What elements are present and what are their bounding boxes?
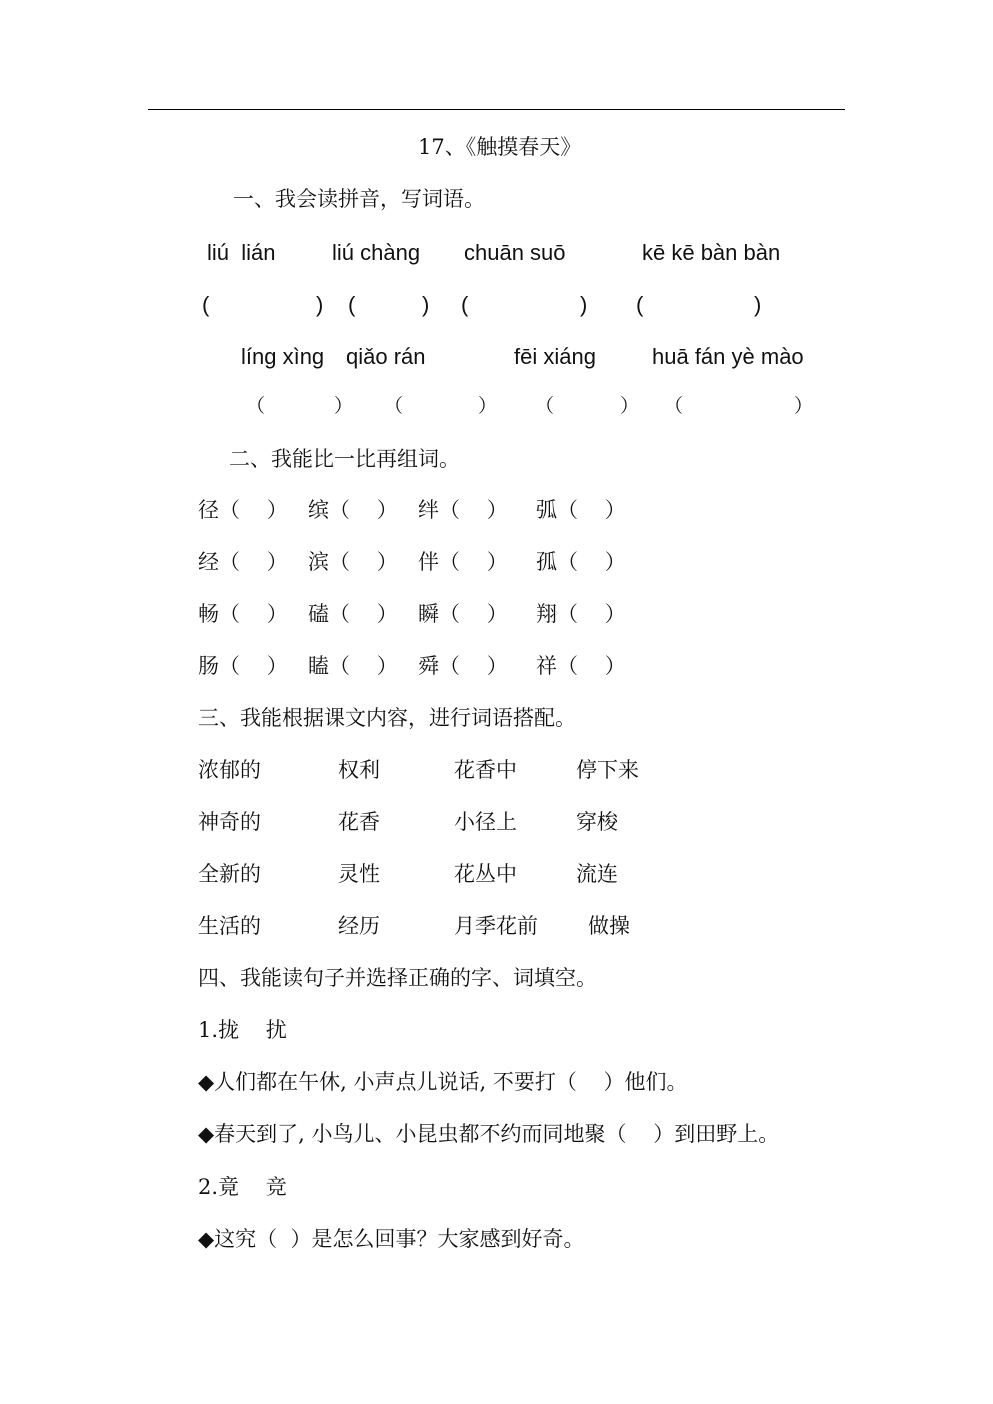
pinyin-feixiang: fēi xiáng [514,344,596,369]
match-word[interactable]: 月季花前 [454,914,538,938]
compare-word-item[interactable]: 缤（ ） [308,498,398,522]
char-group-2: 2.竟 竞 [198,1175,287,1199]
compare-word-item[interactable]: 翔（ ） [536,602,626,626]
match-word[interactable]: 经历 [338,914,380,938]
sentence-2[interactable]: ◆春天到了, 小鸟儿、小昆虫都不约而同地聚（ ）到田野上。 [198,1122,780,1146]
pinyin-liulian: liú lián [207,240,276,265]
sentence-1[interactable]: ◆人们都在午休, 小声点儿说话, 不要打（ ）他们。 [198,1070,688,1094]
match-word[interactable]: 生活的 [198,914,261,938]
match-word[interactable]: 全新的 [198,862,261,886]
answer-blank-open[interactable]: ( [348,292,356,317]
answer-blank-open[interactable]: （ [384,396,404,417]
answer-blank-close[interactable]: ） [620,396,640,417]
answer-blank-close[interactable]: ) [754,292,762,317]
pinyin-qiaoran: qiǎo rán [346,344,426,369]
compare-word-item[interactable]: 弧（ ） [536,498,626,522]
compare-word-item[interactable]: 绊（ ） [418,498,508,522]
char-group-1: 1.拢 扰 [198,1018,287,1042]
section-3-heading: 三、我能根据课文内容，进行词语搭配。 [198,706,576,730]
answer-blank-open[interactable]: ( [636,292,644,317]
compare-word-item[interactable]: 伴（ ） [418,550,508,574]
compare-word-item[interactable]: 磕（ ） [308,602,398,626]
answer-blank-close[interactable]: ) [580,292,588,317]
compare-word-item[interactable]: 祥（ ） [536,654,626,678]
answer-blank-close[interactable]: ） [334,396,354,417]
pinyin-kekebanban: kē kē bàn bàn [642,240,781,265]
match-word[interactable]: 穿梭 [576,810,618,834]
match-word[interactable]: 流连 [576,862,618,886]
compare-word-item[interactable]: 滨（ ） [308,550,398,574]
answer-blank-close[interactable]: ) [316,292,324,317]
pinyin-chuansuo: chuān suō [464,240,566,265]
match-word[interactable]: 权利 [338,758,380,782]
pinyin-liuchang: liú chànɡ [332,240,421,265]
compare-word-item[interactable]: 畅（ ） [198,602,288,626]
match-word[interactable]: 停下来 [576,758,639,782]
pinyin-huafanyemao: huā fán yè mào [652,344,804,369]
page-title: 17、《触摸春天》 [418,135,582,159]
answer-blank-close[interactable]: ） [794,396,814,417]
header-rule [148,109,845,110]
match-word[interactable]: 小径上 [454,810,517,834]
compare-word-item[interactable]: 肠（ ） [198,654,288,678]
pinyin-lingxing: línɡ xìnɡ [241,344,325,369]
compare-word-item[interactable]: 经（ ） [198,550,288,574]
compare-word-item[interactable]: 舜（ ） [418,654,508,678]
match-word[interactable]: 灵性 [338,862,380,886]
compare-word-item[interactable]: 瞌（ ） [308,654,398,678]
answer-blank-open[interactable]: （ [664,396,684,417]
answer-blank-close[interactable]: ） [478,396,498,417]
match-word[interactable]: 花丛中 [454,862,517,886]
match-word[interactable]: 花香中 [454,758,517,782]
compare-word-item[interactable]: 径（ ） [198,498,288,522]
answer-blank-open[interactable]: （ [535,396,555,417]
answer-blank-open[interactable]: ( [202,292,210,317]
answer-blank-open[interactable]: （ [246,396,266,417]
match-word[interactable]: 做操 [588,914,630,938]
section-1-heading: 一、我会读拼音，写词语。 [233,187,485,211]
match-word[interactable]: 浓郁的 [198,758,261,782]
sentence-3[interactable]: ◆这究（ ）是怎么回事？大家感到好奇。 [198,1227,585,1251]
match-word[interactable]: 神奇的 [198,810,261,834]
compare-word-item[interactable]: 瞬（ ） [418,602,508,626]
section-2-heading: 二、我能比一比再组词。 [229,447,460,471]
answer-blank-open[interactable]: ( [461,292,469,317]
match-word[interactable]: 花香 [338,810,380,834]
compare-word-item[interactable]: 孤（ ） [536,550,626,574]
answer-blank-close[interactable]: ) [422,292,430,317]
section-4-heading: 四、我能读句子并选择正确的字、词填空。 [198,966,597,990]
